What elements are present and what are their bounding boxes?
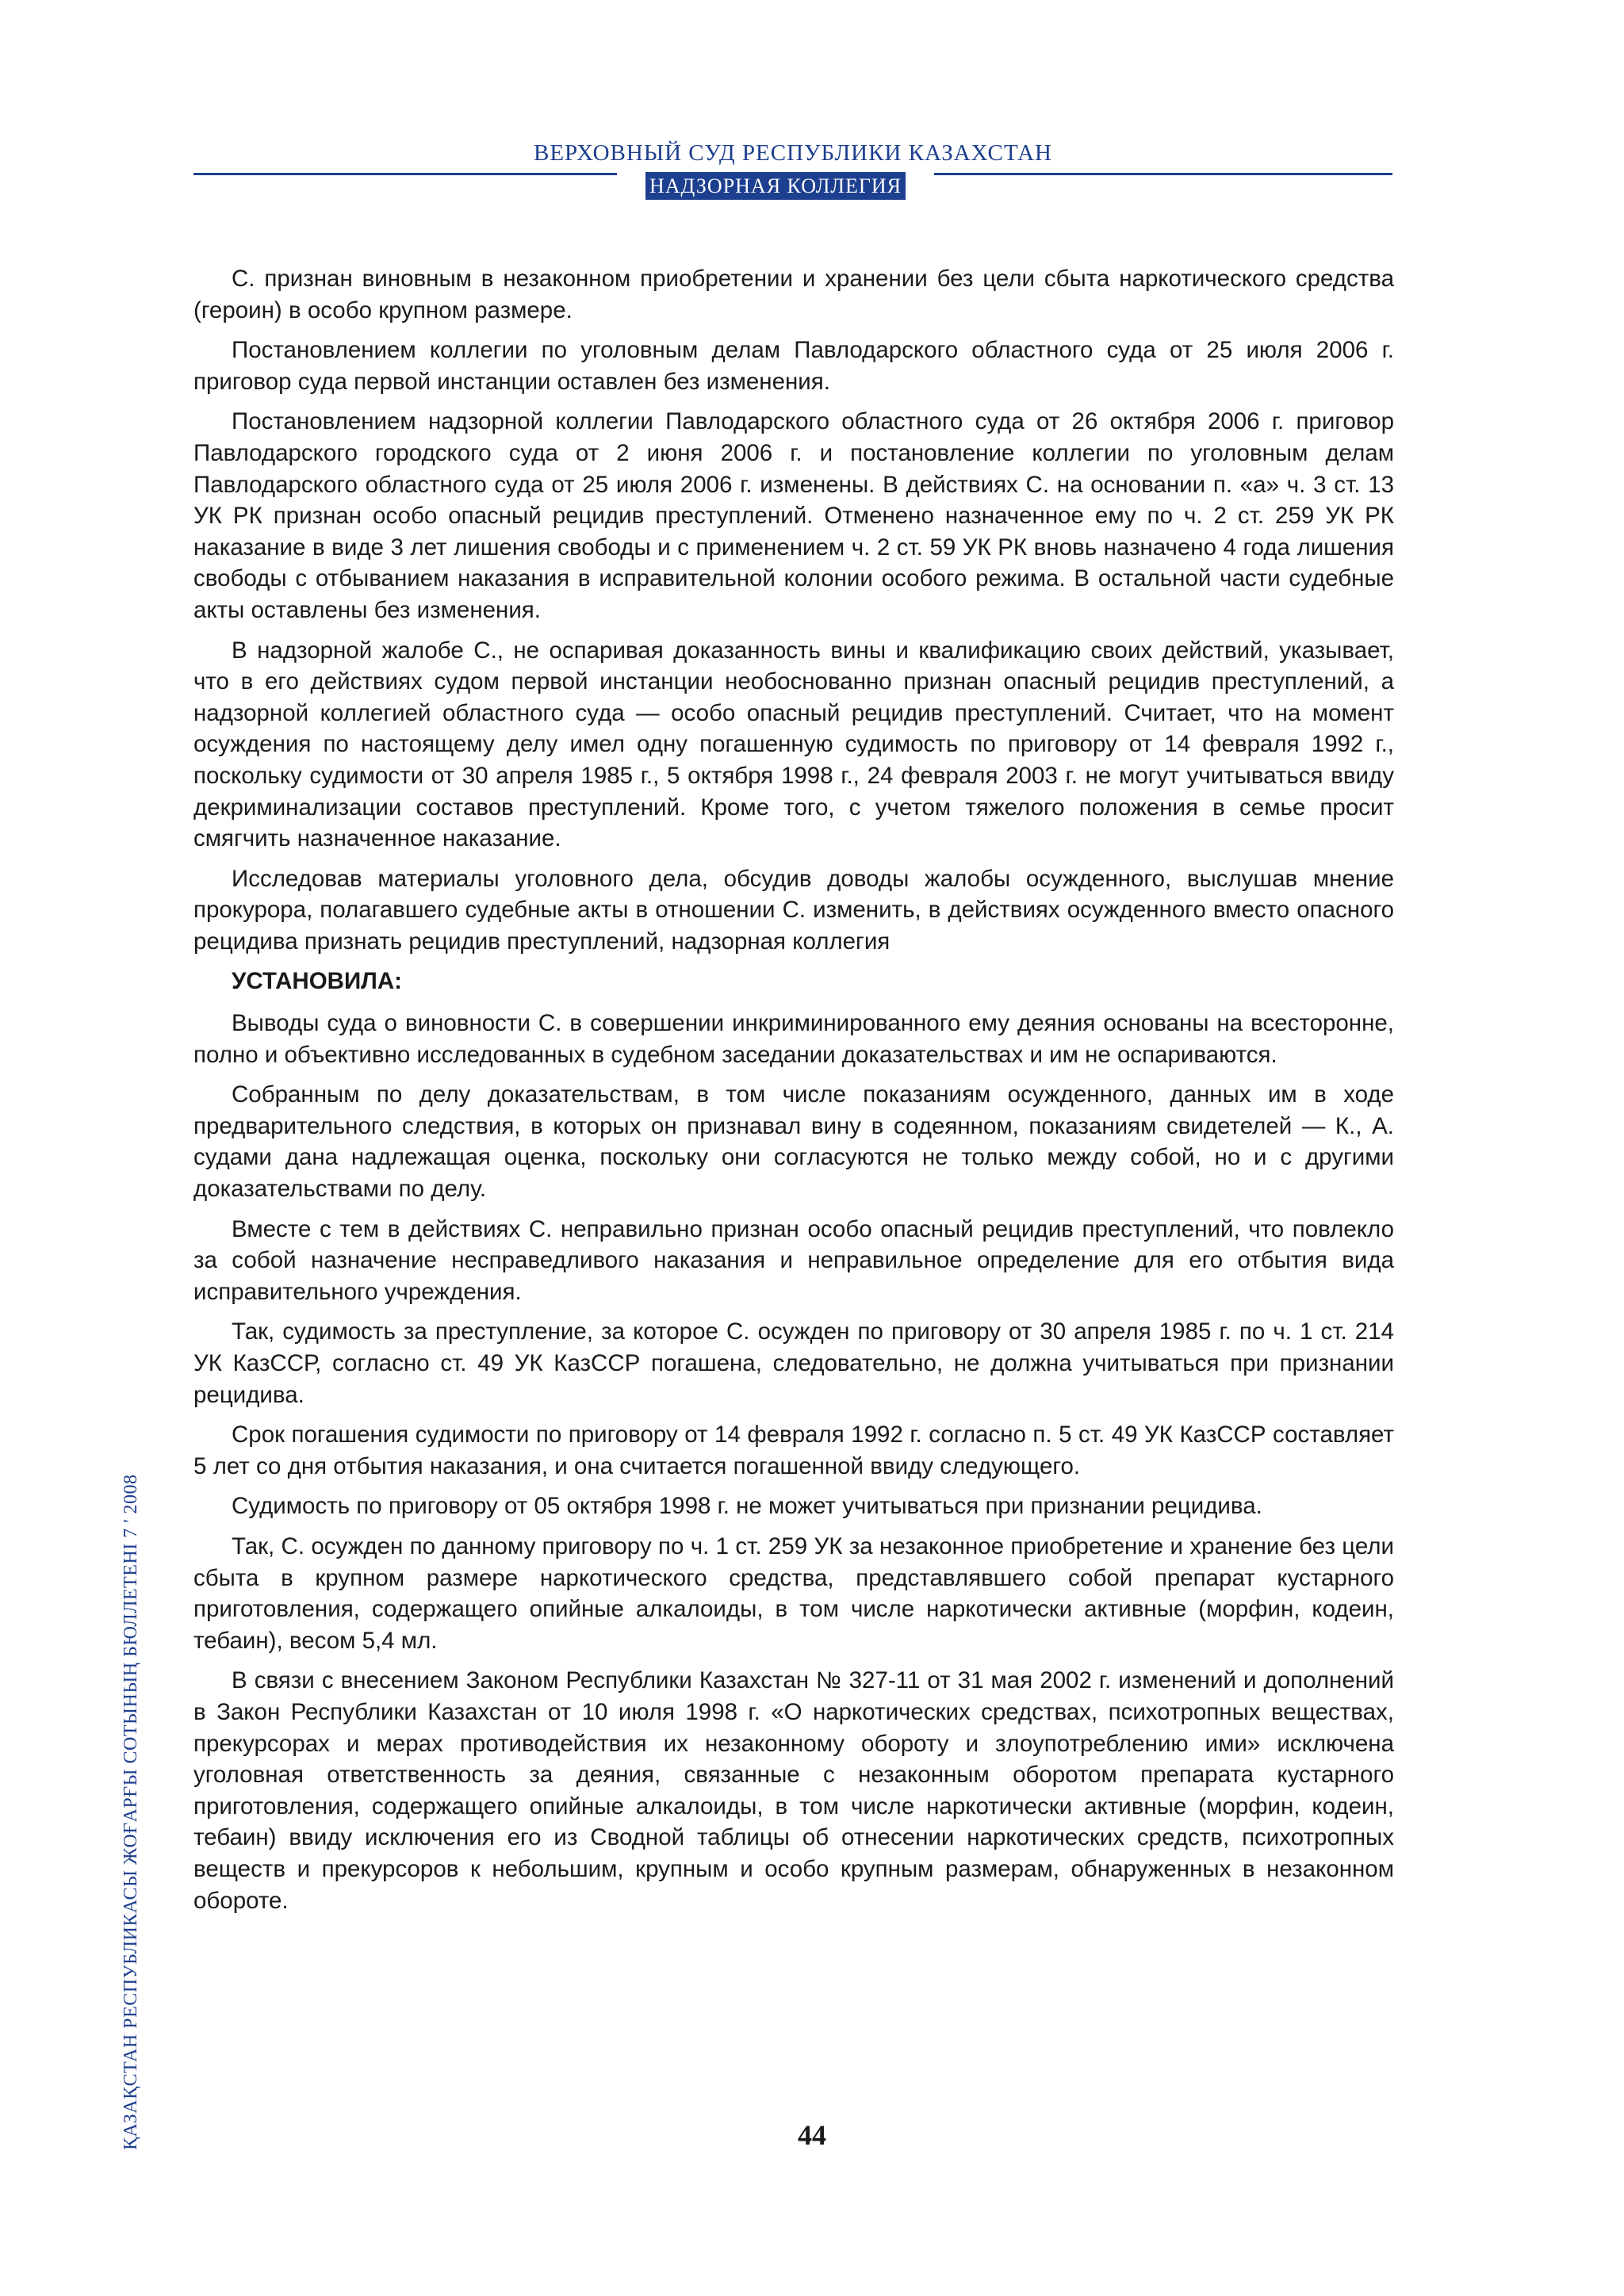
paragraph: Так, С. осужден по данному приговору по ч. 1 ст. 259 УК за незаконное приобретение и хранение без цели сбыта в крупном размере наркотического средства, представлявшего собой препарат кустарного приготовления, содержащего опийные алкалоиды, в том числе наркотически активные (морфин, кодеин, тебаин), весом 5,4 мл. — [193, 1533, 1394, 1654]
paragraph: В надзорной жалобе С., не оспаривая доказанность вины и квалификацию своих действий, указывает, что в его действиях судом первой инстанции необоснованно признан опасный рецидив преступлений, а надзорной коллегией областного суда — особо опасный рецидив преступлений. Считает, что на момент осуждения по настоящему делу имел одну погашенную судимость по приговору от 14 февраля 1992 г., поскольку судимости от 30 апреля 1985 г., 5 октября 1998 г., 24 февраля 2003 г. не могут учитываться ввиду декриминализации составов преступлений. Кроме того, с учетом тяжелого положения в семье просит смягчить назначенное наказание. — [193, 637, 1394, 852]
paragraph: Постановлением надзорной коллегии Павлодарского областного суда от 26 октября 2006 г. приговор Павлодарского городского суда от 2 июня 2006 г. и постановление коллегии по уголовным делам Павлодарского областного суда от 25 июля 2006 г. изменены. В действиях С. на основании п. «а» ч. 3 ст. 13 УК РК признан особо опасный рецидив преступлений. Отменено назначенное ему по ч. 2 ст. 259 УК РК наказание в виде 3 лет лишения свободы и с применением ч. 2 ст. 59 УК РК вновь назначено 4 года лишения свободы с отбыванием наказания в исправительной колонии особого режима. В остальной части судебные акты оставлены без изменения. — [193, 408, 1394, 623]
paragraph: В связи с внесением Законом Республики Казахстан № 327-11 от 31 мая 2002 г. изменений и дополнений в Закон Республики Казахстан от 10 июля 1998 г. «О наркотических средствах, психотропных веществах, прекурсорах и мерах противодействия их незаконному обороту и злоупотреблению ими» исключена уголовная ответственность за деяния, связанные с незаконным оборотом препарата кустарного приготовления, содержащего опийные алкалоиды, в том числе наркотически активные (морфин, кодеин, тебаин) ввиду исключения его из Сводной таблицы об отнесении наркотических средств, психотропных веществ и прекурсоров к небольшим, крупным и особо крупным размерам, обнаруженных в незаконном обороте. — [193, 1667, 1394, 1914]
document-body — [193, 263, 1394, 1925]
header-title: ВЕРХОВНЫЙ СУД РЕСПУБЛИКИ КАЗАХСТАН — [533, 140, 1053, 166]
paragraph: С. признан виновным в незаконном приобретении и хранении без цели сбыта наркотического средства (героин) в особо крупном размере. — [193, 266, 1394, 323]
paragraph: Вместе с тем в действиях С. неправильно признан особо опасный рецидив преступлений, что повлекло за собой назначение несправедливого наказания и неправильное определение для его отбытия вида исправительного учреждения. — [193, 1215, 1394, 1305]
header-subtitle-banner: НАДЗОРНАЯ КОЛЛЕГИЯ — [645, 172, 906, 200]
paragraph: Постановлением коллегии по уголовным делам Павлодарского областного суда от 25 июля 2006 г. приговор суда первой инстанции оставлен без изменения. — [193, 337, 1394, 395]
header-rule-right — [934, 173, 1392, 175]
paragraph: Так, судимость за преступление, за которое С. осужден по приговору от 30 апреля 1985 г. по ч. 1 ст. 214 УК КазССР, согласно ст. 49 УК КазССР погашена, следовательно, не должна учитываться при признании рецидива. — [193, 1318, 1394, 1408]
paragraph: Судимость по приговору от 05 октября 1998 г. не может учитываться при признании рецидива. — [232, 1493, 1262, 1520]
paragraph: Исследовав материалы уголовного дела, обсудив доводы жалобы осужденного, выслушав мнение прокурора, полагавшего судебные акты в отношении С. изменить, в действиях осужденного вместо опасного рецидива признать рецидив преступлений, надзорная коллегия — [193, 865, 1394, 955]
paragraph: Собранным по делу доказательствам, в том числе показаниям осужденного, данных им в ходе предварительного следствия, в которых он признавал вину в содеянном, показаниям свидетелей — К., А. судами дана надлежащая оценка, поскольку они согласуются не только между собой, но и с другими доказательствами по делу. — [193, 1081, 1394, 1203]
section-heading: УСТАНОВИЛА: — [232, 968, 402, 995]
running-header — [193, 140, 1392, 203]
paragraph: Срок погашения судимости по приговору от 14 февраля 1992 г. согласно п. 5 ст. 49 УК КазССР составляет 5 лет со дня отбытия наказания, и она считается погашенной ввиду следующего. — [193, 1422, 1394, 1479]
page-number: 44 — [798, 2119, 826, 2151]
vertical-sidebar-caption: ҚАЗАҚСТАН РЕСПУБЛИКАСЫ ЖОҒАРҒЫ СОТЫНЫҢ БЮЛЛЕТЕНІ 7 ' 2008 — [121, 1474, 141, 2150]
paragraph: Выводы суда о виновности С. в совершении инкриминированного ему деяния основаны на всесторонне, полно и объективно исследованных в судебном заседании доказательствах и им не оспариваются. — [193, 1010, 1394, 1068]
header-rule-left — [193, 173, 617, 175]
